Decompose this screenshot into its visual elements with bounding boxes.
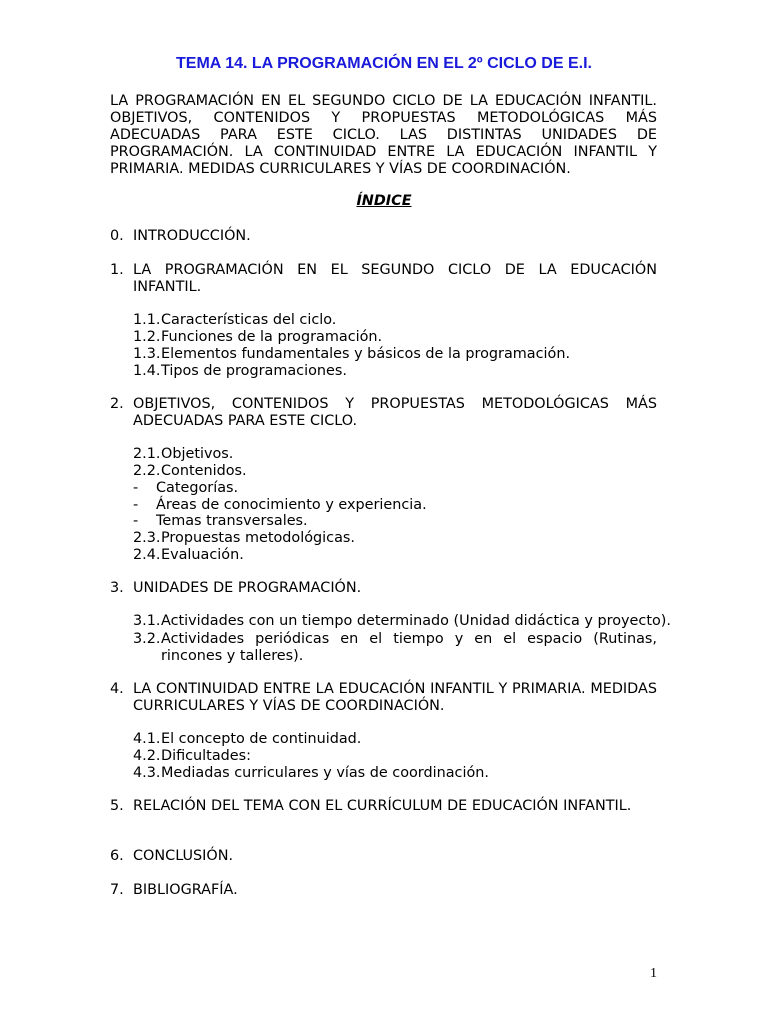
subsection-number: 1.2. <box>133 329 161 345</box>
section-number: 1. <box>110 262 124 278</box>
subsection-number: 2.1. <box>133 446 161 462</box>
section-title: RELACIÓN DEL TEMA CON EL CURRÍCULUM DE EDUCACIÓN INFANTIL. <box>133 798 632 814</box>
subsection-title: Dificultades: <box>161 748 251 764</box>
index-heading: ÍNDICE <box>356 193 412 209</box>
subsection-number: 3.1. <box>133 613 161 629</box>
subsection-title: Tipos de programaciones. <box>161 363 347 379</box>
bullet-dash: - <box>133 497 139 513</box>
section-number: 3. <box>110 580 124 596</box>
section-title: UNIDADES DE PROGRAMACIÓN. <box>133 580 362 596</box>
subsection-title: Actividades con un tiempo determinado (Unidad didáctica y proyecto). <box>161 613 671 629</box>
section-title: CONCLUSIÓN. <box>133 848 234 864</box>
bullet-dash: - <box>133 480 139 496</box>
document-subtitle: LA PROGRAMACIÓN EN EL SEGUNDO CICLO DE LA EDUCACIÓN INFANTIL. OBJETIVOS, CONTENIDOS Y PROPUESTAS METODOLÓGICAS MÁS ADECUADAS PARA ESTE CICLO. LAS DISTINTAS UNIDADES DE PROGRAMACIÓN. LA CONTINUIDAD ENTRE LA EDUCACIÓN INFANTIL Y PRIMARIA. MEDIDAS CURRICULARES Y VÍAS DE COORDINACIÓN. <box>110 93 657 177</box>
subsection-title: Características del ciclo. <box>161 312 337 328</box>
section-number: 4. <box>110 681 124 697</box>
subsection-number: 2.2. <box>133 463 161 479</box>
bullet-item: Temas transversales. <box>156 513 308 529</box>
section-number: 2. <box>110 396 124 412</box>
subsection-title: Mediadas curriculares y vías de coordinación. <box>161 765 489 781</box>
subsection-title: Funciones de la programación. <box>161 329 383 345</box>
subsection-number: 1.4. <box>133 363 161 379</box>
subsection-number: 4.2. <box>133 748 161 764</box>
subsection-title: Objetivos. <box>161 446 234 462</box>
section-title: LA CONTINUIDAD ENTRE LA EDUCACIÓN INFANTIL Y PRIMARIA. MEDIDAS CURRICULARES Y VÍAS DE COORDINACIÓN. <box>133 681 657 714</box>
section-number: 5. <box>110 798 124 814</box>
section-number: 0. <box>110 228 124 244</box>
subsection-title: Actividades periódicas en el tiempo y en el espacio (Rutinas, rincones y talleres). <box>161 631 657 664</box>
subsection-title: Propuestas metodológicas. <box>161 530 355 546</box>
subsection-title: Elementos fundamentales y básicos de la programación. <box>161 346 571 362</box>
subsection-number: 2.3. <box>133 530 161 546</box>
bullet-item: Categorías. <box>156 480 239 496</box>
subsection-number: 1.3. <box>133 346 161 362</box>
subsection-number: 1.1. <box>133 312 161 328</box>
section-number: 6. <box>110 848 124 864</box>
subsection-title: Evaluación. <box>161 547 244 563</box>
subsection-number: 4.1. <box>133 731 161 747</box>
subsection-title: Contenidos. <box>161 463 247 479</box>
document-title: TEMA 14. LA PROGRAMACIÓN EN EL 2º CICLO DE E.I. <box>176 55 592 72</box>
section-title: INTRODUCCIÓN. <box>133 228 251 244</box>
section-number: 7. <box>110 882 124 898</box>
subsection-title: El concepto de continuidad. <box>161 731 362 747</box>
bullet-dash: - <box>133 513 139 529</box>
section-title: LA PROGRAMACIÓN EN EL SEGUNDO CICLO DE LA EDUCACIÓN INFANTIL. <box>133 262 657 295</box>
section-title: BIBLIOGRAFÍA. <box>133 882 238 898</box>
subsection-number: 4.3. <box>133 765 161 781</box>
subsection-number: 3.2. <box>133 631 161 647</box>
bullet-item: Áreas de conocimiento y experiencia. <box>156 497 427 513</box>
subsection-number: 2.4. <box>133 547 161 563</box>
page-number: 1 <box>650 966 657 981</box>
section-title: OBJETIVOS, CONTENIDOS Y PROPUESTAS METODOLÓGICAS MÁS ADECUADAS PARA ESTE CICLO. <box>133 396 657 429</box>
